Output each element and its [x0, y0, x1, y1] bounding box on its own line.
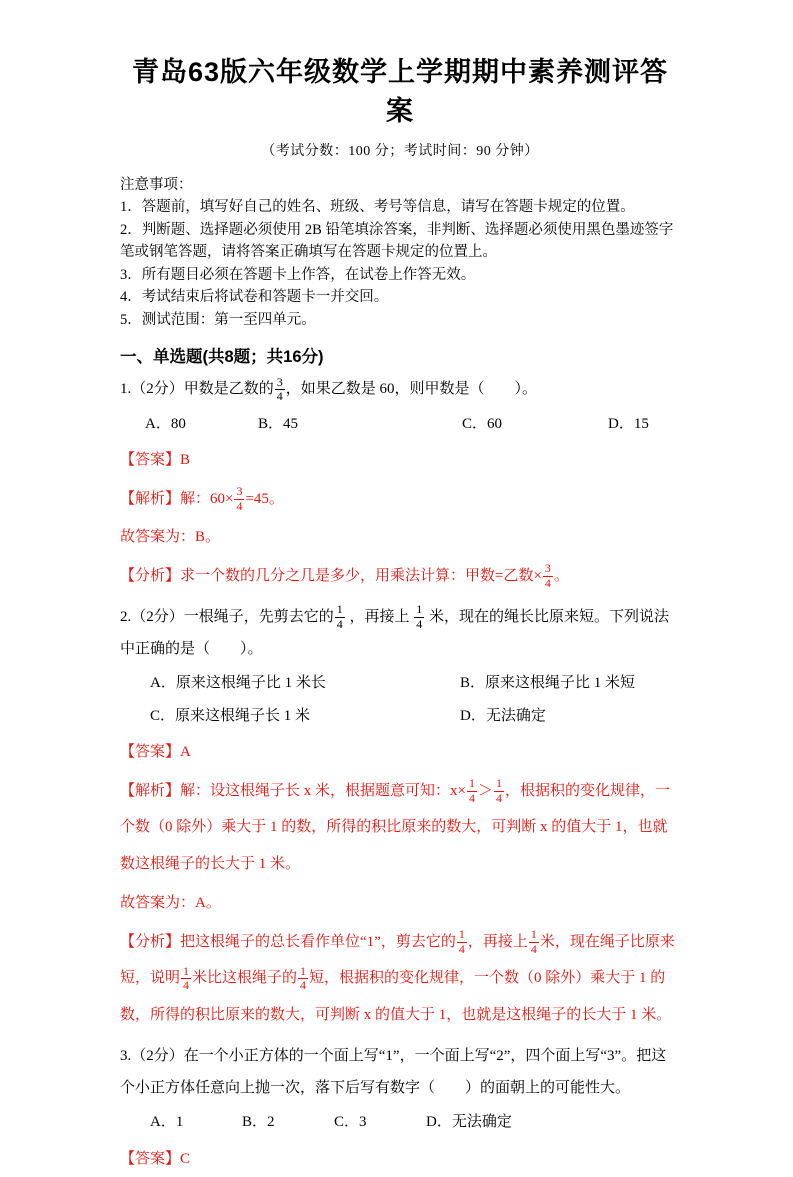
fraction-denominator: 4 [458, 941, 465, 956]
option-C: C．3 [334, 1114, 367, 1131]
option-A: A．原来这根绳子比 1 米长 [150, 675, 326, 692]
question-3-answer: 【答案】C [120, 1150, 191, 1167]
question-2-stem: 2.（2分）一根绳子，先剪去它的 $\frac{1}{4}$ ，再接上 $\frac{1}{4}$ 米，现在的绳长比原来短。下列说法中正确的是（ ）。 [120, 602, 670, 658]
fraction [298, 965, 308, 994]
fraction-denominator: 4 [416, 616, 423, 631]
fraction-numerator: 3 [236, 483, 243, 498]
option-C: C．60 [462, 415, 503, 432]
option-D: D．无法确定 [426, 1114, 512, 1131]
fraction-denominator: 4 [468, 790, 475, 805]
fraction-numerator: 1 [495, 775, 502, 790]
fraction [529, 928, 539, 957]
option-B: B．原来这根绳子比 1 米短 [460, 675, 636, 692]
fraction [181, 965, 191, 994]
option-B: B．2 [242, 1114, 275, 1131]
option-D: D．无法确定 [460, 707, 546, 724]
fraction [335, 603, 345, 632]
fraction-denominator: 4 [336, 616, 343, 631]
fraction-numerator: 3 [276, 374, 283, 389]
fraction-numerator: 1 [458, 926, 465, 941]
question-1-answer: 【答案】B [120, 451, 191, 468]
fraction-numerator: 1 [468, 775, 475, 790]
question-1-stem: 1.（2分）甲数是乙数的 $\frac{3}{4}$ ，如果乙数是 60，则甲数是（ ）。 [120, 374, 538, 404]
notice-heading: 注意事项： [120, 177, 193, 193]
fraction [494, 777, 504, 806]
fraction-denominator: 4 [236, 498, 243, 513]
question-2-explanation: 【解析】解：设这根绳子长 x 米，根据题意可知：x× $\frac{1}{4}$ ＞ $\frac{1}{4}$ ，根据积的变化规律，一个数（0 除外）乘大于 1 的数，所得的积比原来的数大，可判断 x 的值大于 1，也就数这根绳子的长大于 1 米。 [120, 775, 670, 873]
page-title: 青岛63版六年级数学上学期期中素养测评答案 [131, 57, 669, 126]
fraction-numerator: 1 [416, 602, 423, 617]
fraction-denominator: 4 [495, 790, 502, 805]
question-2-options [120, 667, 680, 732]
option-A: A．1 [150, 1114, 184, 1131]
notice-section [120, 174, 680, 331]
fraction-denominator: 4 [276, 389, 283, 404]
fraction [467, 777, 477, 806]
fraction [457, 928, 467, 957]
fraction-denominator: 4 [300, 978, 307, 993]
fraction-denominator: 4 [544, 576, 551, 591]
question-2-analysis: 【分析】把这根绳子的总长看作单位“1”，剪去它的 $\frac{1}{4}$ ，再接上 $\frac{1}{4}$ 米，现在绳子比原来短，说明 $\frac{1}{4}$ 米比这根绳子的 $\frac{1}{4}$ 短，根据积的变化规律，一个数（0 除外）乘大于 1 的数，所得的积比原来的数大，可判断 x 的值大于 1，也就是这根绳子的长大于 1 米。 [120, 926, 675, 1024]
option-A: A．80 [145, 415, 186, 432]
fraction-numerator: 3 [544, 561, 551, 576]
fraction-denominator: 4 [530, 941, 537, 956]
notice-items [120, 196, 680, 331]
questions-list [120, 373, 680, 1177]
fraction-denominator: 4 [183, 978, 190, 993]
option-D: D．15 [608, 415, 649, 432]
section-heading: 一、单选题(共8题；共16分) [120, 348, 324, 367]
fraction [414, 603, 424, 632]
question-1-options [120, 408, 680, 440]
question-2-answer: 【答案】A [120, 743, 191, 760]
notice-item-1: 1．答题前，填写好自己的姓名、班级、考号等信息，请写在答题卡规定的位置。 [120, 199, 635, 216]
question-2-conclusion: 故答案为：A。 [120, 894, 221, 911]
notice-item-4: 4．考试结束后将试卷和答题卡一并交回。 [120, 289, 389, 306]
page-subtitle: （考试分数：100 分；考试时间：90 分钟） [261, 144, 539, 159]
notice-item-3: 3．所有题目必须在答题卡上作答，在试卷上作答无效。 [120, 266, 476, 283]
question-1-analysis: 【分析】求一个数的几分之几是多少，用乘法计算：甲数=乙数× $\frac{3}{4}$ 。 [120, 561, 569, 591]
question-3-options [120, 1106, 680, 1138]
question-1-explanation: 【解析】解：60× $\frac{3}{4}$ =45。 [120, 483, 284, 513]
fraction-numerator: 1 [183, 963, 190, 978]
fraction [543, 562, 553, 591]
option-B: B．45 [258, 415, 299, 432]
fraction [275, 376, 285, 405]
notice-item-5: 5．测试范围：第一至四单元。 [120, 311, 316, 328]
fraction-numerator: 1 [300, 963, 307, 978]
notice-item-2: 2．判断题、选择题必须使用 2B 铅笔填涂答案，非判断、选择题必须使用黑色墨迹签字笔或钢笔答题，请将答案正确填写在答题卡规定的位置上。 [120, 221, 674, 261]
fraction-numerator: 1 [530, 926, 537, 941]
question-1-conclusion: 故答案为：B。 [120, 529, 221, 546]
fraction-numerator: 1 [336, 602, 343, 617]
fraction [234, 485, 244, 514]
question-3-stem: 3.（2分）在一个小正方体的一个面上写“1”，一个面上写“2”，四个面上写“3”。把这个小正方体任意向上抛一次，落下后写有数字（ ）的面朝上的可能性大。 [120, 1047, 667, 1097]
option-C: C．原来这根绳子长 1 米 [150, 707, 311, 724]
